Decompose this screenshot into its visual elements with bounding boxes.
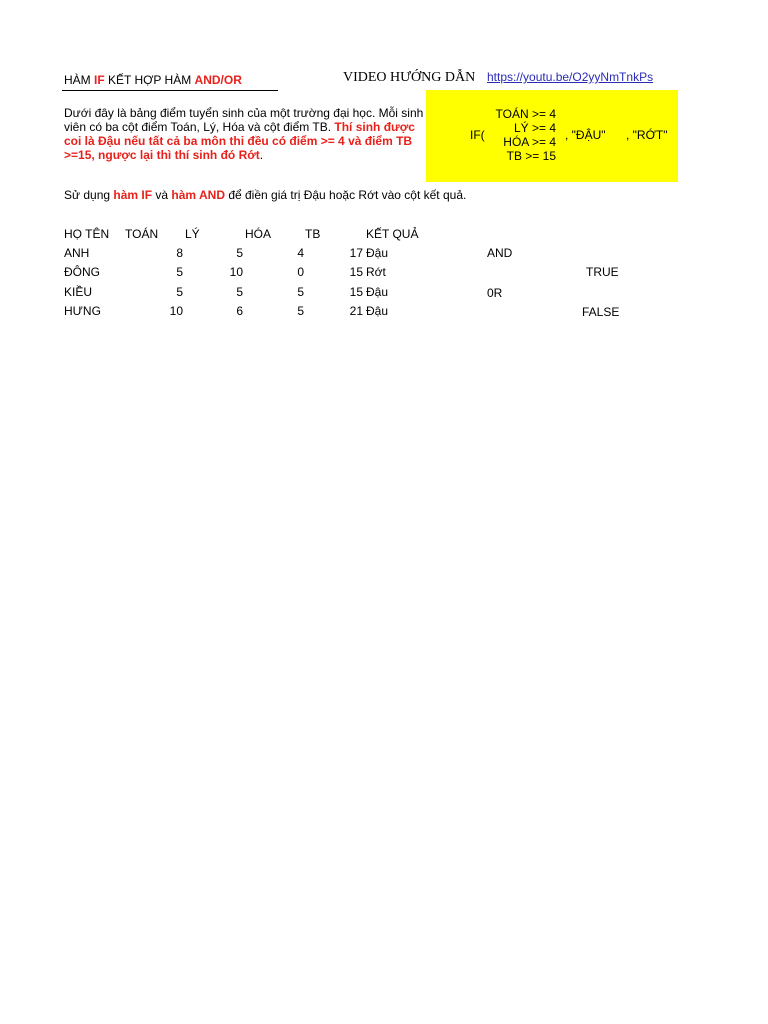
- table-row: [0, 285, 768, 304]
- cell-ly: 6: [236, 304, 243, 318]
- title-underline: [62, 90, 278, 91]
- cell-toan: 5: [176, 285, 183, 299]
- cell-ket-qua: Đậu: [366, 285, 389, 299]
- cell-hoa: 4: [297, 246, 304, 260]
- header-ly: LÝ: [185, 227, 200, 241]
- video-label: VIDEO HƯỚNG DẪN: [343, 70, 476, 85]
- header-tb: TB: [305, 227, 321, 241]
- table-row: [0, 265, 768, 284]
- title-part-ket-hop: KẾT HỢP HÀM: [104, 73, 195, 87]
- intro-text: Dưới đây là bảng điểm tuyển sinh của một trường đại học. Mỗi sinh viên có ba cột điểm Toán, Lý, Hóa và cột điểm TB.: [64, 106, 424, 134]
- formula-condition-tb: TB >= 15: [506, 149, 556, 163]
- cell-hoa: 0: [297, 265, 304, 279]
- title-part-ham: HÀM: [64, 73, 94, 87]
- cell-tb: 15: [349, 285, 363, 299]
- instruction-ham-if: hàm IF: [113, 188, 153, 202]
- cell-hoa: 5: [297, 304, 304, 318]
- side-note-or: 0R: [487, 286, 503, 300]
- intro-end: .: [259, 148, 264, 162]
- cell-name: ĐÔNG: [64, 265, 100, 279]
- formula-condition-hoa: HÓA >= 4: [503, 135, 556, 149]
- cell-ket-qua: Đậu: [366, 304, 389, 318]
- cell-ly: 10: [229, 265, 243, 279]
- cell-toan: 5: [176, 265, 183, 279]
- cell-name: ANH: [64, 246, 90, 260]
- instruction-ham-and: hàm AND: [171, 188, 225, 202]
- header-toan: TOÁN: [125, 227, 159, 241]
- formula-if-prefix: IF(: [470, 128, 485, 142]
- cell-ly: 5: [236, 285, 243, 299]
- intro-rule-text: Thí sinh được coi là Đậu nếu tất cả ba môn thi đều có điểm >= 4 và điểm TB >=15, ngược lại thì thí sinh đó Rớt: [64, 120, 415, 162]
- cell-tb: 21: [349, 304, 363, 318]
- cell-name: KIỀU: [64, 285, 93, 299]
- instruction-part: và: [152, 188, 172, 202]
- instruction-part: để điền giá trị Đậu hoặc Rớt vào cột kết quả.: [224, 188, 467, 202]
- side-note-and: AND: [487, 246, 513, 260]
- cell-ket-qua: Rớt: [366, 265, 386, 279]
- cell-tb: 17: [349, 246, 363, 260]
- cell-ly: 5: [236, 246, 243, 260]
- cell-hoa: 5: [297, 285, 304, 299]
- formula-false-arg: , "RỚT": [626, 128, 668, 142]
- side-note-false: FALSE: [582, 305, 620, 319]
- intro-paragraph: [64, 106, 424, 162]
- title-part-if: IF: [94, 73, 105, 87]
- table-row: [0, 246, 768, 265]
- video-link[interactable]: https://youtu.be/O2yyNmTnkPs: [487, 70, 654, 84]
- instruction-part: Sử dụng: [64, 188, 114, 202]
- header-ho-ten: HỌ TÊN: [64, 227, 110, 241]
- cell-name: HƯNG: [64, 304, 101, 318]
- page-title: [64, 73, 242, 87]
- cell-tb: 15: [349, 265, 363, 279]
- side-note-true: TRUE: [586, 265, 619, 279]
- title-part-and-or: AND/OR: [194, 73, 242, 87]
- cell-ket-qua: Đậu: [366, 246, 389, 260]
- cell-toan: 10: [169, 304, 183, 318]
- cell-toan: 8: [176, 246, 183, 260]
- formula-condition-ly: LÝ >= 4: [513, 121, 556, 135]
- instruction-text: [64, 188, 466, 202]
- table-row: [0, 304, 768, 323]
- formula-true-arg: , "ĐẬU": [565, 128, 606, 142]
- header-ket-qua: KẾT QUẢ: [366, 227, 419, 241]
- header-hoa: HÓA: [245, 227, 272, 241]
- formula-condition-toan: TOÁN >= 4: [495, 107, 556, 121]
